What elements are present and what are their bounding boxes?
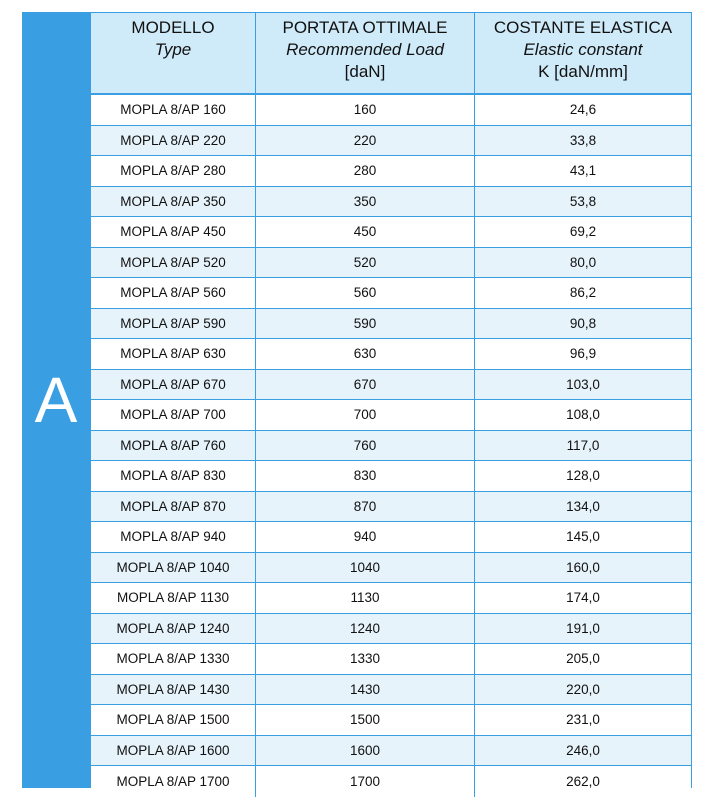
elastic-constant-cell: 24,6 [569, 102, 597, 118]
table-row [91, 522, 691, 553]
model-cell: MOPLA 8/AP 940 [91, 522, 256, 552]
elastic-constant-cell: 205,0 [566, 651, 600, 667]
model-cell: MOPLA 8/AP 1430 [91, 675, 256, 705]
model-cell: MOPLA 8/AP 1040 [91, 553, 256, 583]
load-cell: 160 [256, 95, 475, 125]
table-row [91, 309, 691, 340]
category-letter: A [34, 364, 78, 436]
elastic-constant-cell: 103,0 [566, 376, 600, 392]
elastic-constant-cell: 262,0 [566, 773, 600, 789]
load-cell: 450 [256, 217, 475, 247]
model-cell: MOPLA 8/AP 220 [91, 126, 256, 156]
table-row [91, 492, 691, 523]
spec-table [90, 12, 692, 788]
load-cell: 520 [256, 248, 475, 278]
table-row [91, 644, 691, 675]
table-row [91, 248, 691, 279]
load-cell: 1700 [256, 766, 475, 797]
table-row [91, 736, 691, 767]
load-cell: 350 [256, 187, 475, 217]
model-cell: MOPLA 8/AP 700 [91, 400, 256, 430]
header-load-unit: [daN] [344, 62, 386, 81]
load-cell: 1130 [256, 583, 475, 613]
table-row [91, 431, 691, 462]
elastic-constant-cell: 160,0 [566, 559, 600, 575]
elastic-constant-cell: 220,0 [566, 681, 600, 697]
elastic-constant-cell: 134,0 [566, 498, 600, 514]
table-row [91, 95, 691, 126]
load-cell: 670 [256, 370, 475, 400]
model-cell: MOPLA 8/AP 760 [91, 431, 256, 461]
model-cell: MOPLA 8/AP 1130 [91, 583, 256, 613]
elastic-constant-cell: 128,0 [566, 468, 600, 484]
model-cell: MOPLA 8/AP 450 [91, 217, 256, 247]
spec-table-frame [22, 12, 692, 788]
header-model [91, 13, 256, 93]
load-cell: 1330 [256, 644, 475, 674]
table-row [91, 705, 691, 736]
table-row [91, 126, 691, 157]
elastic-constant-cell: 80,0 [569, 254, 597, 270]
table-row [91, 278, 691, 309]
load-cell: 1500 [256, 705, 475, 735]
model-cell: MOPLA 8/AP 1500 [91, 705, 256, 735]
load-cell: 870 [256, 492, 475, 522]
load-cell: 630 [256, 339, 475, 369]
header-load-subtitle: Recommended Load [286, 40, 444, 59]
table-row [91, 339, 691, 370]
model-cell: MOPLA 8/AP 590 [91, 309, 256, 339]
elastic-constant-cell: 174,0 [566, 590, 600, 606]
load-cell: 560 [256, 278, 475, 308]
model-cell: MOPLA 8/AP 870 [91, 492, 256, 522]
load-cell: 220 [256, 126, 475, 156]
load-cell: 700 [256, 400, 475, 430]
elastic-constant-cell: 231,0 [566, 712, 600, 728]
elastic-constant-cell: 69,2 [569, 224, 597, 240]
load-cell: 940 [256, 522, 475, 552]
table-row [91, 461, 691, 492]
model-cell: MOPLA 8/AP 1700 [91, 766, 256, 797]
load-cell: 1240 [256, 614, 475, 644]
load-cell: 830 [256, 461, 475, 491]
elastic-constant-cell: 33,8 [569, 132, 597, 148]
load-cell: 1600 [256, 736, 475, 766]
table-row [91, 400, 691, 431]
table-row [91, 583, 691, 614]
elastic-constant-cell: 90,8 [569, 315, 597, 331]
model-cell: MOPLA 8/AP 350 [91, 187, 256, 217]
table-row [91, 370, 691, 401]
load-cell: 1430 [256, 675, 475, 705]
load-cell: 590 [256, 309, 475, 339]
load-cell: 1040 [256, 553, 475, 583]
header-constant-title: COSTANTE ELASTICA [493, 18, 673, 37]
load-cell: 760 [256, 431, 475, 461]
model-cell: MOPLA 8/AP 160 [91, 95, 256, 125]
model-cell: MOPLA 8/AP 1600 [91, 736, 256, 766]
header-model-title: MODELLO [131, 18, 215, 37]
header-constant-unit: K [daN/mm] [538, 62, 628, 81]
model-cell: MOPLA 8/AP 830 [91, 461, 256, 491]
elastic-constant-cell: 145,0 [566, 529, 600, 545]
table-row [91, 187, 691, 218]
table-row [91, 217, 691, 248]
header-model-subtitle: Type [154, 40, 192, 59]
elastic-constant-cell: 53,8 [569, 193, 597, 209]
header-load [256, 13, 475, 93]
table-row [91, 614, 691, 645]
model-cell: MOPLA 8/AP 670 [91, 370, 256, 400]
elastic-constant-cell: 108,0 [566, 407, 600, 423]
elastic-constant-cell: 86,2 [569, 285, 597, 301]
elastic-constant-cell: 191,0 [566, 620, 600, 636]
table-row [91, 675, 691, 706]
header-load-title: PORTATA OTTIMALE [282, 18, 448, 37]
elastic-constant-cell: 96,9 [569, 346, 597, 362]
elastic-constant-cell: 246,0 [566, 742, 600, 758]
category-side-bar [22, 12, 90, 788]
table-header [91, 13, 691, 95]
model-cell: MOPLA 8/AP 560 [91, 278, 256, 308]
model-cell: MOPLA 8/AP 1240 [91, 614, 256, 644]
model-cell: MOPLA 8/AP 280 [91, 156, 256, 186]
model-cell: MOPLA 8/AP 1330 [91, 644, 256, 674]
elastic-constant-cell: 117,0 [566, 437, 600, 453]
model-cell: MOPLA 8/AP 520 [91, 248, 256, 278]
table-body [91, 95, 691, 797]
table-row [91, 766, 691, 797]
elastic-constant-cell: 43,1 [569, 163, 597, 179]
table-row [91, 553, 691, 584]
table-row [91, 156, 691, 187]
model-cell: MOPLA 8/AP 630 [91, 339, 256, 369]
header-constant-subtitle: Elastic constant [523, 40, 643, 59]
header-constant [475, 13, 691, 93]
load-cell: 280 [256, 156, 475, 186]
